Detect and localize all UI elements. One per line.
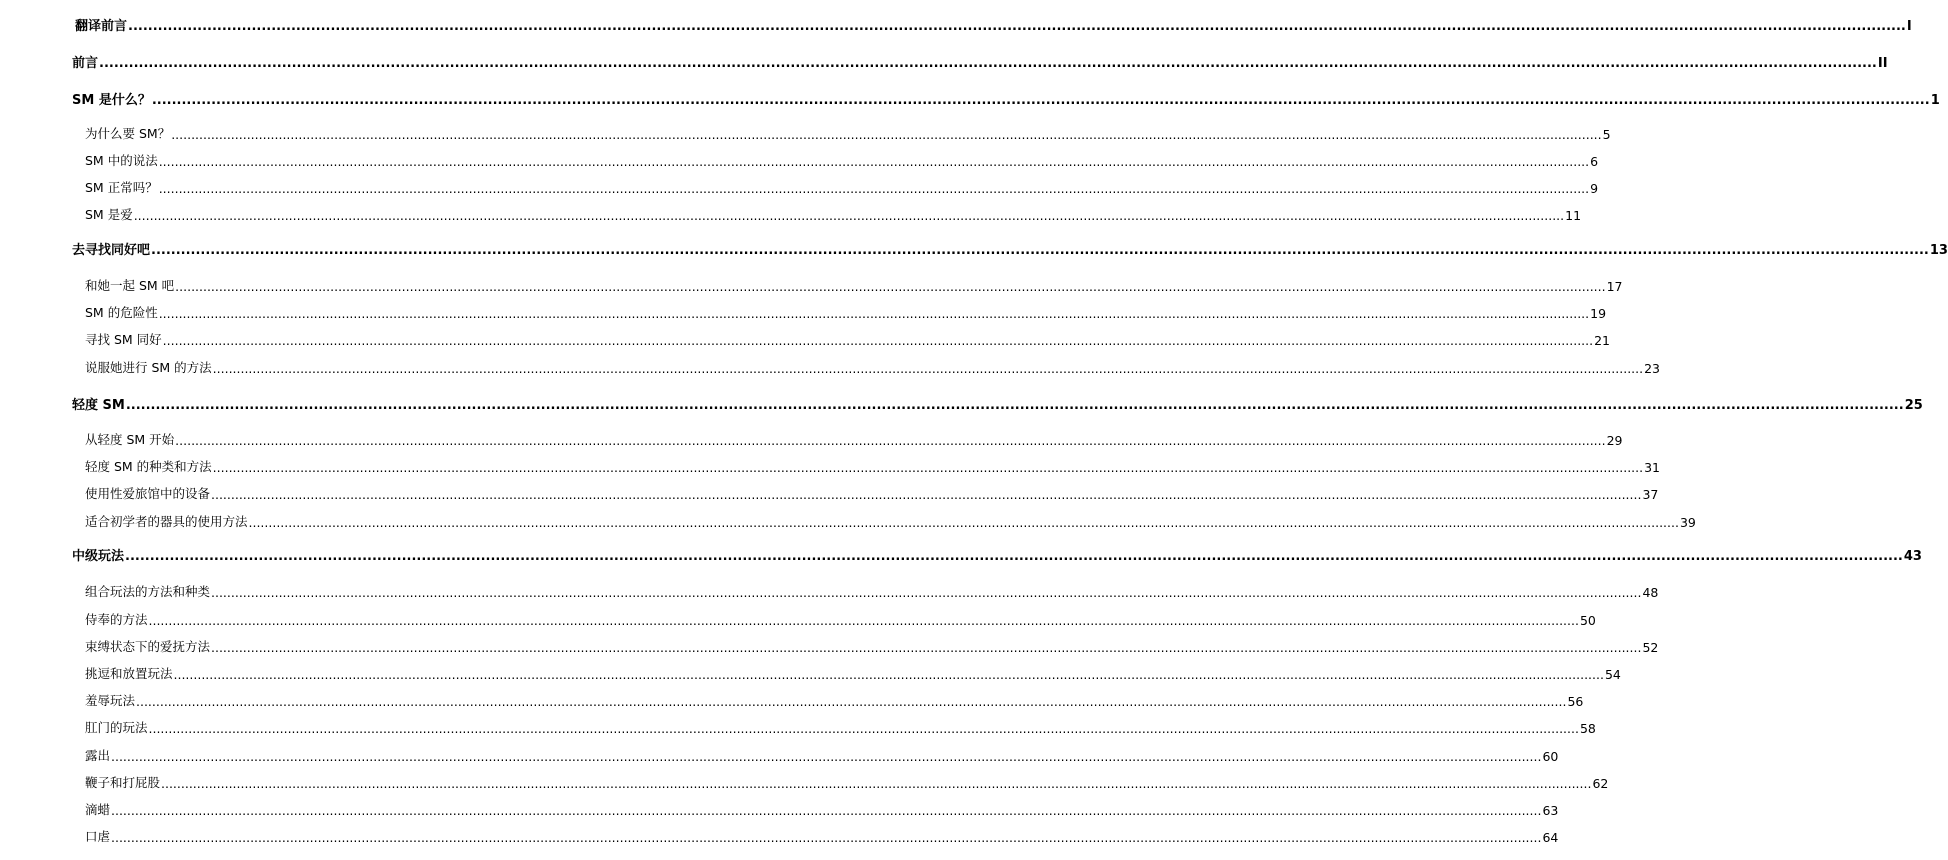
toc-entry-title: 口虐 (85, 829, 111, 844)
toc-entry-title: 适合初学者的器具的使用方法 (85, 514, 248, 529)
toc-entry-title: 翻译前言 (75, 19, 128, 34)
dot-leader (174, 667, 1604, 682)
toc-page-number: 1 (1930, 93, 1940, 108)
toc-page-number: 17 (1606, 279, 1623, 294)
dot-leader (111, 830, 1541, 845)
dot-leader (175, 433, 1605, 448)
toc-entry-title: 滴蜡 (85, 802, 111, 817)
toc-entry-title: 从轻度 SM 开始 (85, 432, 175, 447)
toc-entry-title: 露出 (85, 748, 111, 763)
toc-page-number: 54 (1604, 667, 1621, 682)
toc-page-number: I (1906, 19, 1912, 34)
dot-leader (99, 56, 1877, 71)
toc-chapter-entry[interactable] (72, 90, 1940, 108)
toc-page-number: 60 (1542, 749, 1559, 764)
toc-section-entry[interactable] (85, 637, 1659, 655)
toc-entry-title: 中级玩法 (72, 549, 125, 564)
toc-section-entry[interactable] (85, 800, 1559, 818)
toc-entry-title: 羞辱玩法 (85, 693, 136, 708)
toc-section-entry[interactable] (85, 151, 1599, 169)
toc-page-number: 48 (1642, 585, 1659, 600)
dot-leader (175, 279, 1605, 294)
dot-leader (163, 333, 1593, 348)
dot-leader (213, 460, 1643, 475)
toc-section-entry[interactable] (85, 512, 1696, 530)
dot-leader (151, 243, 1929, 258)
dot-leader (159, 306, 1589, 321)
toc-chapter-entry[interactable] (72, 53, 1888, 71)
dot-leader (249, 515, 1679, 530)
dot-leader (211, 640, 1641, 655)
toc-section-entry[interactable] (85, 582, 1659, 600)
toc-entry-title: SM 是什么？ (72, 93, 151, 108)
toc-section-entry[interactable] (85, 773, 1609, 791)
toc-page-number: 58 (1579, 721, 1596, 736)
toc-entry-title: 束缚状态下的爱抚方法 (85, 639, 211, 654)
toc-entry-title: 去寻找同好吧 (72, 243, 151, 258)
toc-entry-title: 侍奉的方法 (85, 612, 148, 627)
dot-leader (161, 776, 1591, 791)
toc-page-number: 29 (1606, 433, 1623, 448)
toc-section-entry[interactable] (85, 746, 1559, 764)
toc-section-entry[interactable] (85, 330, 1610, 348)
toc-section-entry[interactable] (85, 664, 1621, 682)
dot-leader (152, 93, 1930, 108)
toc-chapter-entry[interactable] (72, 546, 1922, 564)
dot-leader (128, 19, 1906, 34)
dot-leader (111, 749, 1541, 764)
toc-page-number: 13 (1929, 243, 1948, 258)
toc-entry-title: 轻度 SM 的种类和方法 (85, 459, 212, 474)
dot-leader (134, 208, 1564, 223)
toc-page-number: 11 (1565, 208, 1582, 223)
toc-chapter-entry[interactable] (72, 240, 1948, 258)
toc-page-number: 19 (1590, 306, 1607, 321)
toc-page-number: 37 (1642, 487, 1659, 502)
toc-entry-title: 鞭子和打屁股 (85, 775, 161, 790)
toc-page-number: 5 (1602, 127, 1611, 142)
toc-entry-title: 为什么要 SM？ (85, 126, 171, 141)
toc-section-entry[interactable] (85, 691, 1584, 709)
toc-entry-title: SM 的危险性 (85, 305, 158, 320)
toc-page-number: 9 (1590, 181, 1599, 196)
toc-entry-title: 肛门的玩法 (85, 720, 148, 735)
dot-leader (126, 398, 1904, 413)
dot-leader (211, 487, 1641, 502)
dot-leader (159, 181, 1589, 196)
toc-page-number: 56 (1567, 694, 1584, 709)
toc-page-number: 62 (1592, 776, 1609, 791)
toc-page-number: 21 (1594, 333, 1610, 348)
toc-chapter-entry[interactable] (72, 395, 1923, 413)
toc-page-number: 39 (1679, 515, 1696, 530)
dot-leader (159, 154, 1589, 169)
toc-section-entry[interactable] (85, 303, 1607, 321)
toc-section-entry[interactable] (85, 430, 1623, 448)
toc-section-entry[interactable] (85, 827, 1559, 845)
toc-page-number: 64 (1542, 830, 1559, 845)
toc-page-number: II (1877, 56, 1888, 71)
toc-section-entry[interactable] (85, 610, 1596, 628)
dot-leader (149, 613, 1579, 628)
dot-leader (111, 803, 1541, 818)
toc-page-number: 50 (1579, 613, 1596, 628)
toc-section-entry[interactable] (85, 484, 1659, 502)
toc-entry-title: 寻找 SM 同好 (85, 332, 162, 347)
dot-leader (171, 127, 1601, 142)
toc-entry-title: SM 正常吗？ (85, 180, 158, 195)
toc-section-entry[interactable] (85, 276, 1623, 294)
toc-section-entry[interactable] (85, 358, 1660, 376)
toc-entry-title: SM 是爱 (85, 207, 133, 222)
toc-page-number: 25 (1904, 398, 1923, 413)
toc-entry-title: 使用性爱旅馆中的设备 (85, 486, 211, 501)
toc-page-number: 63 (1542, 803, 1559, 818)
toc-page-number: 52 (1642, 640, 1659, 655)
toc-page-number: 43 (1903, 549, 1922, 564)
toc-entry-title: 说服她进行 SM 的方法 (85, 360, 212, 375)
toc-entry-title: 挑逗和放置玩法 (85, 666, 173, 681)
dot-leader (136, 694, 1566, 709)
dot-leader (213, 361, 1643, 376)
toc-section-entry[interactable] (85, 205, 1582, 223)
toc-entry-title: 前言 (72, 56, 99, 71)
dot-leader (125, 549, 1903, 564)
toc-entry-title: SM 中的说法 (85, 153, 158, 168)
toc-page-number: 23 (1644, 361, 1660, 376)
toc-entry-title: 组合玩法的方法和种类 (85, 584, 211, 599)
toc-section-entry[interactable] (85, 718, 1596, 736)
toc-section-entry[interactable] (85, 124, 1611, 142)
toc-entry-title: 轻度 SM (72, 398, 125, 413)
toc-page-number: 6 (1590, 154, 1599, 169)
toc-page-number: 31 (1644, 460, 1660, 475)
toc-section-entry[interactable] (85, 457, 1660, 475)
toc-chapter-entry[interactable] (75, 16, 1912, 34)
toc-entry-title: 和她一起 SM 吧 (85, 278, 175, 293)
toc-section-entry[interactable] (85, 178, 1599, 196)
dot-leader (211, 585, 1641, 600)
dot-leader (149, 721, 1579, 736)
